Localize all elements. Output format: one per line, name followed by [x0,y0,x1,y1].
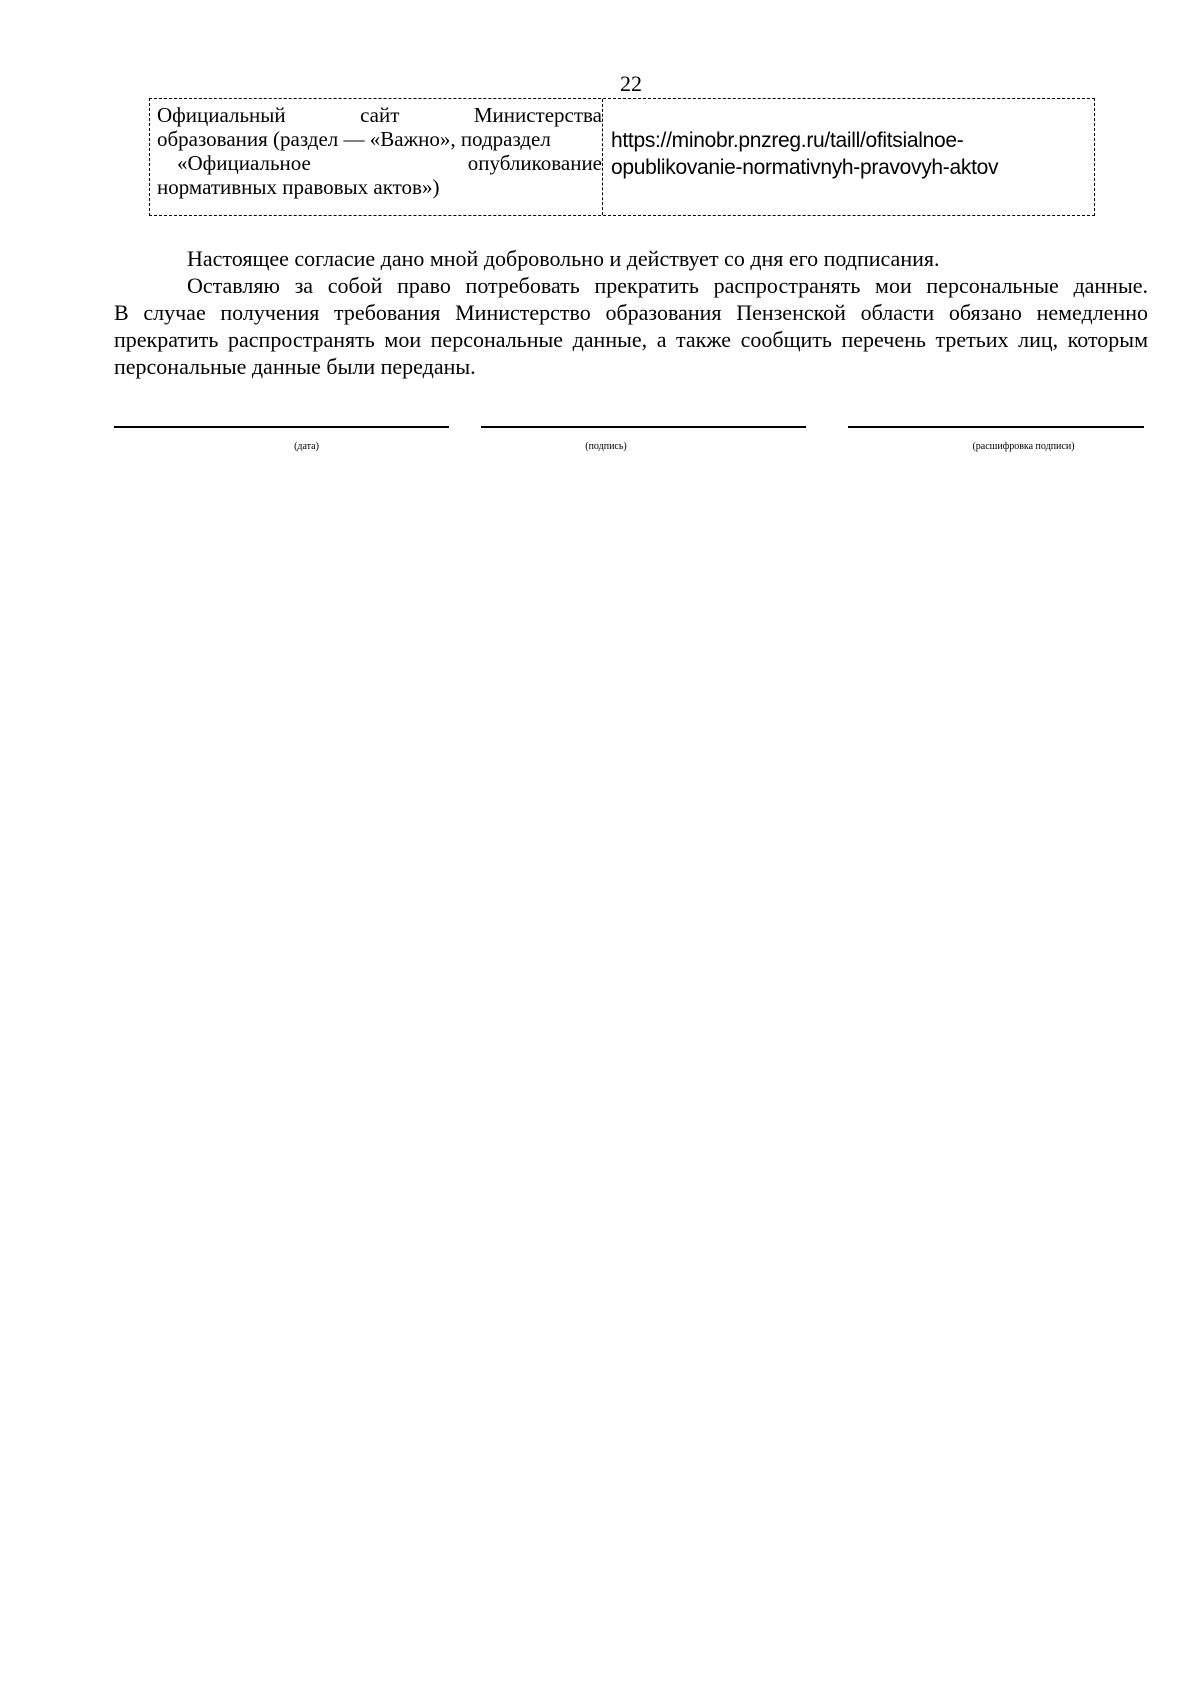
source-name-word: опубликование [467,151,602,175]
source-name-line-4: нормативных правовых актов») [157,175,440,199]
date-signature-line [114,426,449,428]
source-name-line-3 [157,151,602,175]
source-name-line-2: образования (раздел — «Важно», подраздел [157,127,551,151]
signature-decryption-line [848,426,1144,428]
source-url-line-2: opublikovanie-normativnyh-pravovyh-aktov [611,156,999,179]
page-number: 22 [620,71,642,96]
date-label: (дата) [294,441,319,452]
source-url-cell [603,99,1094,215]
sources-table [149,98,1095,216]
signature-label: (подпись) [585,441,627,452]
consent-paragraph-revocation: Оставляю за собой право потребовать прекратить распространять мои персональные данные. [187,273,1148,298]
source-name-word: Министерства [473,103,602,127]
consent-paragraph-obligation: В случае получения требования Министерство образования Пензенской области обязано немедленно прекратить распространять мои персональные данные, а также сообщить перечень третьих лиц, которым персональные данные были переданы. [114,300,1148,379]
source-name-word: сайт [360,103,400,127]
source-name-cell [150,99,603,215]
signature-line [481,426,806,428]
signature-decryption-label: (расшифровка подписи) [972,441,1075,452]
source-url-line-1: https://minobr.pnzreg.ru/taill/ofitsialnoe- [611,129,964,152]
consent-paragraph-voluntary: Настоящее согласие дано мной добровольно и действует со дня его подписания. [187,246,940,271]
consent-text [114,245,1148,380]
source-name-line-1 [157,103,602,127]
source-name-word: Официальный [157,103,286,127]
source-name-word: «Официальное [177,151,311,175]
